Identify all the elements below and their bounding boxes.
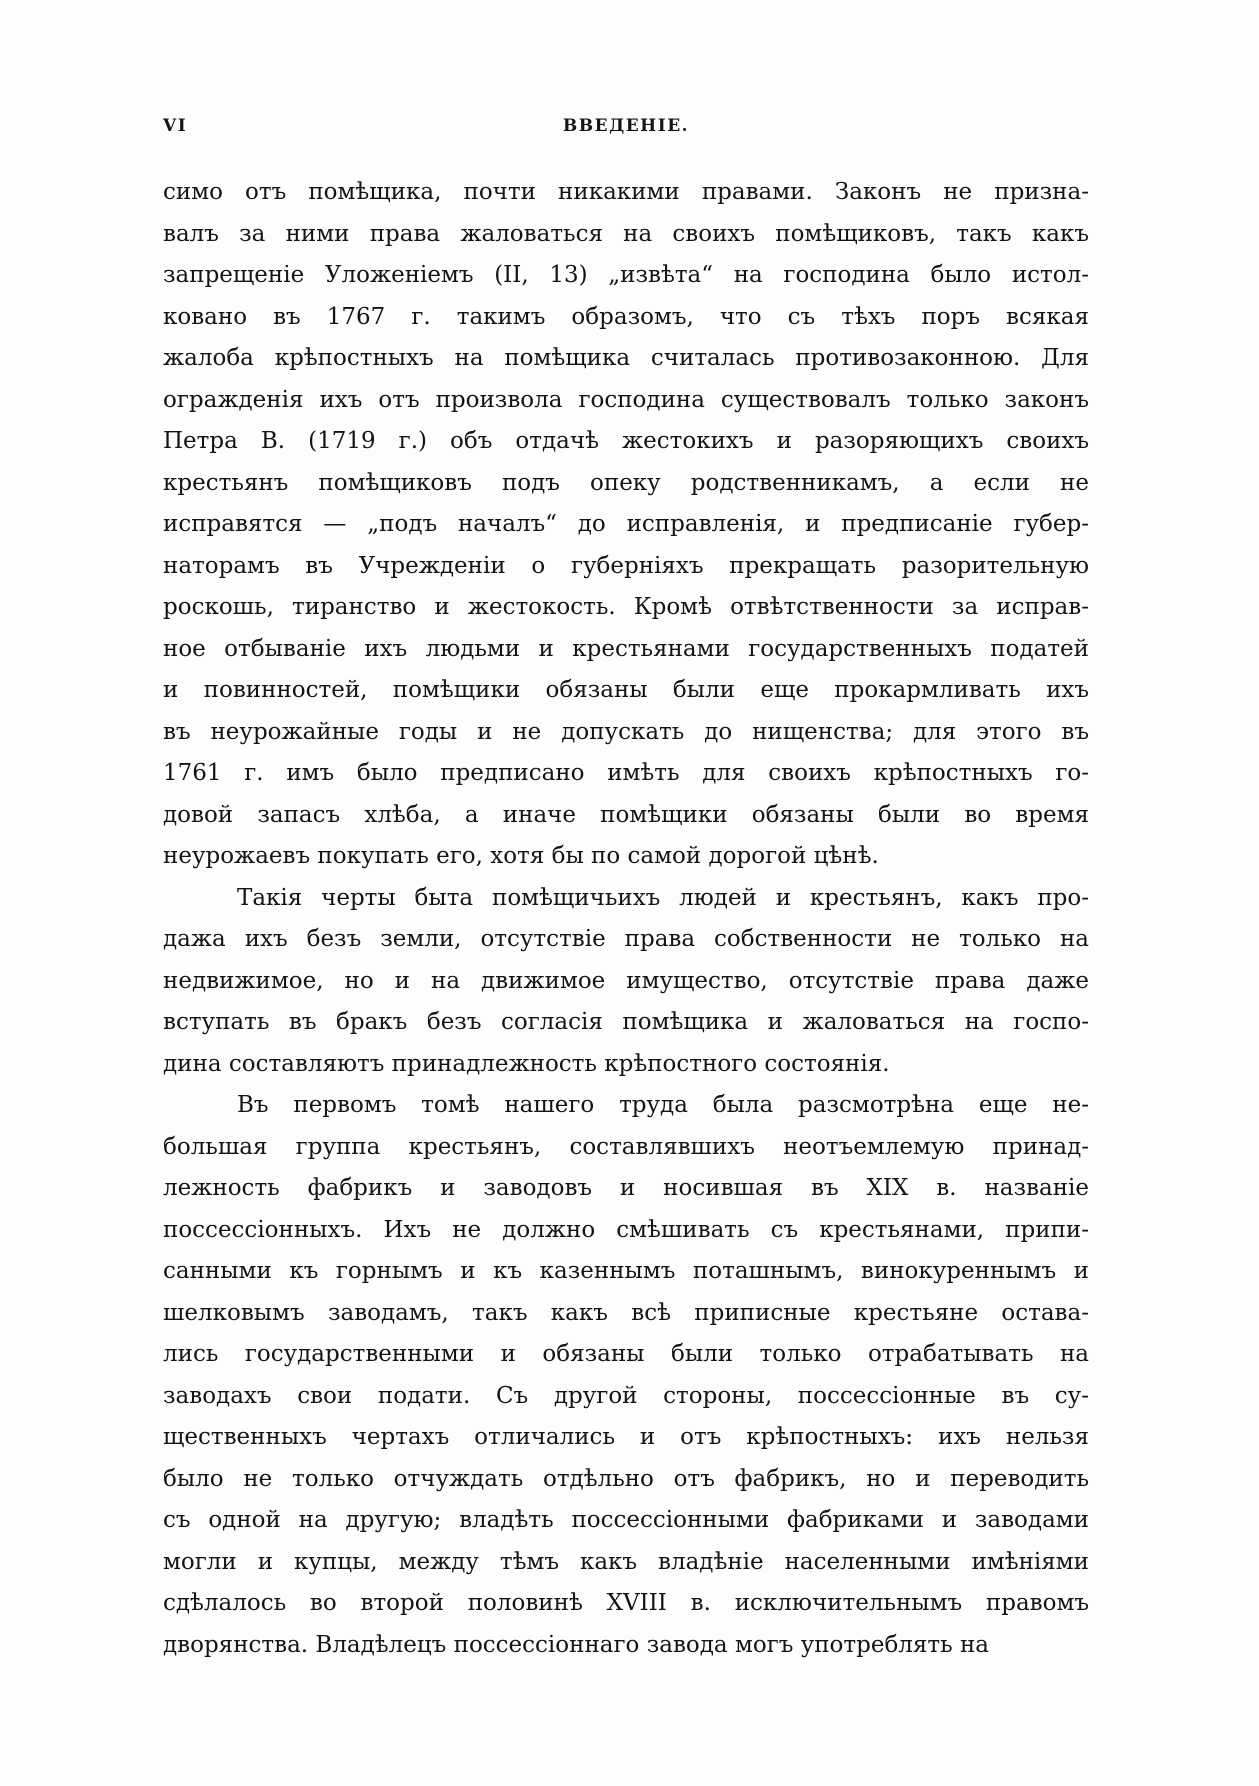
text-line: дина составляютъ принадлежность крѣпостного состоянія. xyxy=(163,1050,890,1077)
text-line: въ неурожайные годы и не допускать до нищенства; для этого въ xyxy=(163,718,1089,745)
text-line: жалоба крѣпостныхъ на помѣщика считалась противозаконною. Для xyxy=(163,345,1089,371)
text-line: недвижимое, но и на движимое имущество, отсутствіе права даже xyxy=(163,967,1089,994)
text-line: могли и купцы, между тѣмъ какъ владѣніе населенными имѣніями xyxy=(163,1548,1089,1575)
text-line: наторамъ въ Учреждeніи о губерніяхъ прекращать разорительную xyxy=(163,552,1089,579)
page-header xyxy=(163,116,1089,146)
text-line: Такія черты быта помѣщичьихъ людей и крестьянъ, какъ про- xyxy=(237,884,1089,911)
text-line: заводахъ свои подати. Съ другой стороны, поссессіонные въ су- xyxy=(163,1382,1089,1409)
text-line: вступать въ бракъ безъ согласія помѣщика и жаловаться на госпо- xyxy=(163,1009,1089,1035)
text-line: симо отъ помѣщика, почти никакими правами. Законъ не призна- xyxy=(163,179,1089,205)
text-line: исправятся — „подъ началъ“ до исправленія, и предписаніе губер- xyxy=(163,511,1089,537)
text-line: и повинностей, помѣщики обязаны были еще прокармливать ихъ xyxy=(163,677,1089,703)
text-line: дажа ихъ безъ земли, отсутствіе права собственности не только на xyxy=(163,926,1089,952)
text-line: шелковымъ заводамъ, такъ какъ всѣ приписные крестьяне остава- xyxy=(163,1299,1089,1326)
text-line: санными къ горнымъ и къ казеннымъ поташнымъ, винокуреннымъ и xyxy=(163,1258,1089,1284)
page-number: VI xyxy=(163,116,188,136)
text-line: съ одной на другую; владѣть поссессіонными фабриками и заводами xyxy=(163,1507,1089,1533)
text-line: Въ первомъ томѣ нашего труда была разсмотрѣна еще не- xyxy=(237,1092,1089,1118)
text-line: ное отбываніе ихъ людьми и крестьянами государственныхъ податей xyxy=(163,635,1089,662)
text-line: Петра В. (1719 г.) объ отдачѣ жестокихъ и разоряющихъ своихъ xyxy=(163,428,1089,454)
paragraph xyxy=(163,1085,1089,1666)
text-line: лись государственными и обязаны были только отрабатывать на xyxy=(163,1341,1089,1367)
text-line: лежность фабрикъ и заводовъ и носившая въ XIX в. названіе xyxy=(163,1175,1089,1201)
text-line: довой запасъ хлѣба, а иначе помѣщики обязаны были во время xyxy=(163,801,1089,828)
text-line: щественныхъ чертахъ отличались и отъ крѣпостныхъ: ихъ нельзя xyxy=(163,1424,1089,1450)
text-line: валъ за ними права жаловаться на своихъ помѣщиковъ, такъ какъ xyxy=(163,220,1089,247)
text-line: крестьянъ помѣщиковъ подъ опеку родственникамъ, а если не xyxy=(163,469,1089,496)
text-line: 1761 г. имъ было предписано имѣть для своихъ крѣпостныхъ го- xyxy=(163,760,1089,786)
text-line: дворянства. Владѣлецъ поссессіоннаго завода могъ употреблять на xyxy=(163,1631,990,1658)
running-title: ВВЕДЕНІЕ. xyxy=(562,116,690,136)
text-line: было не только отчуждать отдѣльно отъ фабрикъ, но и переводить xyxy=(163,1465,1089,1492)
text-line: ковано въ 1767 г. такимъ образомъ, что съ тѣхъ поръ всякая xyxy=(163,303,1089,330)
text-line: огражденія ихъ отъ произвола господина существовалъ только законъ xyxy=(163,386,1089,413)
text-line: запрещеніе Уложеніемъ (II, 13) „извѣта“ на господина было истол- xyxy=(163,262,1089,288)
paragraph xyxy=(163,172,1089,878)
text-line: поссессіонныхъ. Ихъ не должно смѣшивать съ крестьянами, припи- xyxy=(163,1216,1089,1243)
text-line: неурожаевъ покупать его, хотя бы по самой дорогой цѣнѣ. xyxy=(163,843,879,869)
text-line: сдѣлалось во второй половинѣ XVIII в. исключительнымъ правомъ xyxy=(163,1590,1089,1616)
paragraph xyxy=(163,878,1089,1086)
text-line: роскошь, тиранство и жестокость. Кромѣ отвѣтственности за исправ- xyxy=(163,594,1089,620)
body-text xyxy=(163,172,1089,1666)
text-line: большая группа крестьянъ, составлявшихъ неотъемлемую принад- xyxy=(163,1133,1089,1160)
